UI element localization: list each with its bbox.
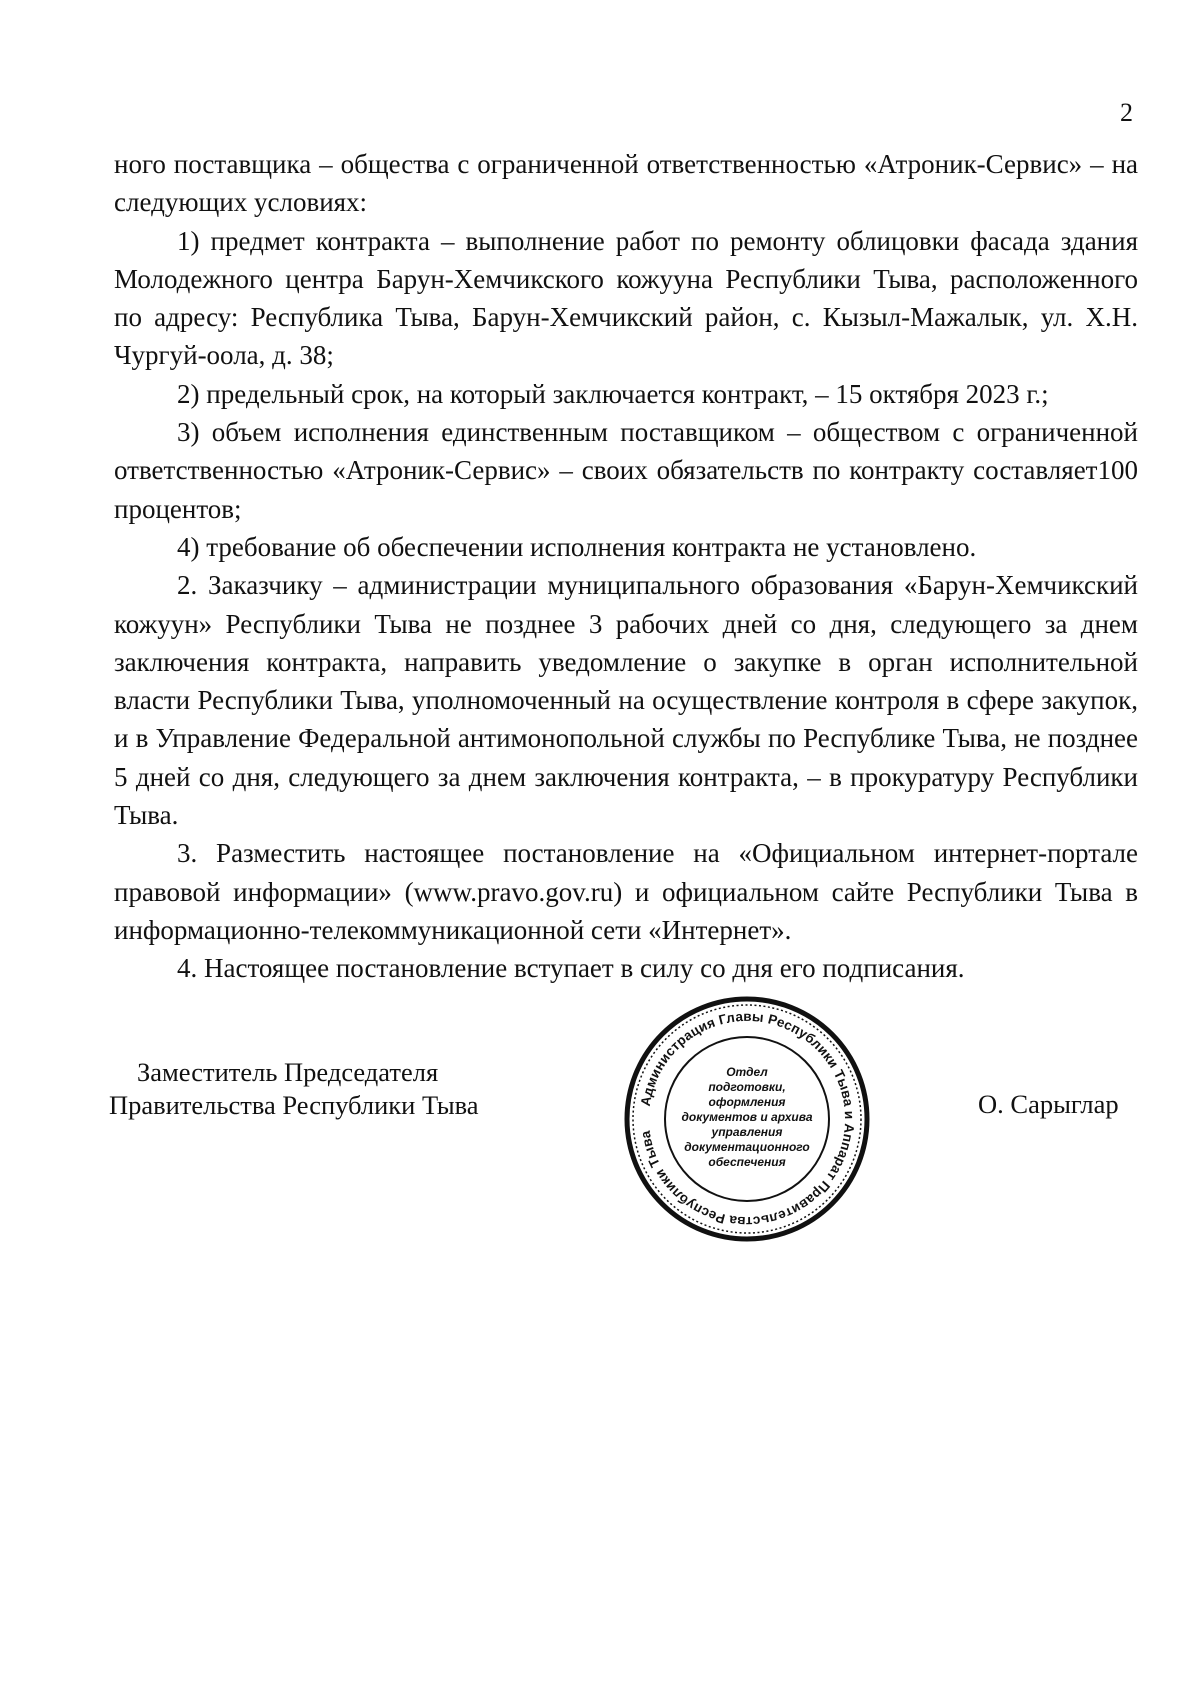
official-seal-stamp [622, 994, 872, 1244]
seal-center-line: оформления [708, 1095, 786, 1109]
seal-center-line: подготовки, [708, 1080, 786, 1094]
seal-center-line: Отдел [726, 1065, 768, 1079]
document-body [114, 145, 1138, 988]
signatory-title-line2: Правительства Республики Тыва [109, 1090, 479, 1120]
page-number: 2 [1120, 98, 1133, 127]
paragraph-contract-subject: 1) предмет контракта – выполнение работ по ремонту облицовки фасада здания Молодежного центра Барун-Хемчикского кожууна Республики Тыва, расположенного по адресу: Республика Тыва, Барун-Хемчикский район, с. Кызыл-Мажалык, ул. Х.Н. Чургуй-оола, д. 38; [114, 225, 1138, 371]
paragraph-customer-notice: 2. Заказчику – администрации муниципального образования «Барун-Хемчикский кожуун» Республики Тыва не позднее 3 рабочих дней со дня, следующего за днем заключения контракта, направить уведомление о закупке в орган исполнительной власти Республики Тыва, уполномоченный на осуществление контроля в сфере закупок, и в Управление Федеральной антимонопольной службы по Республике Тыва, не позднее 5 дней со дня, следующего за днем заключения контракта, – в прокуратуру Республики Тыва. [114, 570, 1138, 831]
paragraph-security-requirement: 4) требование об обеспечении исполнения контракта не установлено. [177, 531, 977, 562]
seal-ring-text: Администрация Главы Республики Тыва и Аппарат Правительства Республики Тыва [637, 1008, 858, 1230]
signatory-title [109, 1056, 479, 1122]
signatory-name: О. Сарыглар [978, 1089, 1119, 1119]
paragraph-supplier-continuation: ного поставщика – общества с ограниченной ответственностью «Атроник-Сервис» – на следующих условиях: [114, 149, 1138, 218]
paragraph-contract-deadline: 2) предельный срок, на который заключается контракт, – 15 октября 2023 г.; [177, 378, 1049, 409]
paragraph-publication: 3. Разместить настоящее постановление на «Официальном интернет-портале правовой информации» (www.pravo.gov.ru) и официальном сайте Республики Тыва в информационно-телекоммуникационной сети «Интернет». [114, 838, 1138, 945]
paragraph-execution-volume: 3) объем исполнения единственным поставщиком – обществом с ограниченной ответственностью «Атроник-Сервис» – своих обязательств по контракту составляет100 процентов; [114, 417, 1138, 524]
signatory-title-line1: Заместитель Председателя [137, 1057, 439, 1087]
seal-center-line: обеспечения [708, 1155, 786, 1169]
seal-center-line: документов и архива [681, 1110, 813, 1124]
paragraph-effective-date: 4. Настоящее постановление вступает в силу со дня его подписания. [177, 953, 965, 984]
seal-center-line: документационного [684, 1140, 810, 1154]
seal-center-line: управления [711, 1125, 783, 1139]
